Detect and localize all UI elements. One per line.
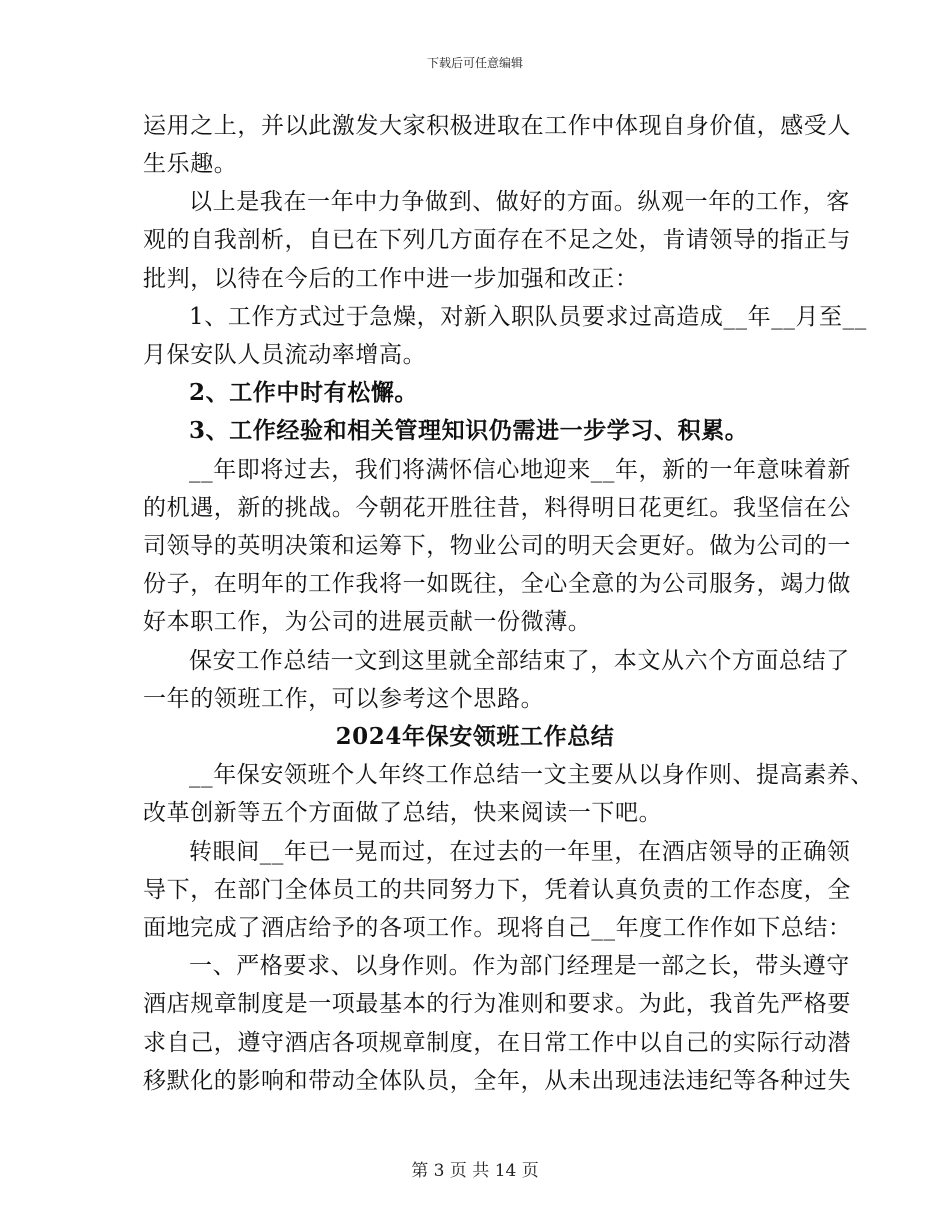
text-line: 移默化的影响和带动全体队员，全年，从未出现违法违纪等各种过失	[143, 1068, 851, 1094]
text-line: 一年的领班工作，可以参考这个思路。	[143, 686, 545, 712]
text-line: 司领导的英明决策和运筹下，物业公司的明天会更好。做为公司的一	[143, 533, 851, 559]
text-line: 生乐趣。	[143, 151, 238, 177]
text-line: 求自己，遵守酒店各项规章制度，在日常工作中以自己的实际行动潜	[143, 1030, 851, 1056]
text-line: 改革创新等五个方面做了总结，快来阅读一下吧。	[143, 800, 663, 826]
page-header-note: 下载后可任意编辑	[426, 56, 523, 70]
text-line: __年即将过去，我们将满怀信心地迎来__年，新的一年意味着新	[189, 457, 851, 483]
text-line: 导下，在部门全体员工的共同努力下，凭着认真负责的工作态度，全	[143, 877, 851, 903]
text-line: 批判，以待在今后的工作中进一步加强和改正：	[143, 266, 639, 292]
text-line: 酒店规章制度是一项最基本的行为准则和要求。为此，我首先严格要	[143, 991, 851, 1017]
text-line: __年保安领班个人年终工作总结一文主要从以身作则、提高素养、	[189, 762, 874, 788]
text-line: 以上是我在一年中力争做到、做好的方面。纵观一年的工作，客	[189, 189, 850, 215]
text-line: 的机遇，新的挑战。今朝花开胜往昔，料得明日花更红。我坚信在公	[143, 495, 851, 521]
list-item: 1、工作方式过于急燥，对新入职队员要求过高造成__年__月至__	[189, 304, 867, 330]
text-line: 转眼间__年已一晃而过，在过去的一年里，在酒店领导的正确领	[189, 839, 851, 865]
text-line: 运用之上，并以此激发大家积极进取在工作中体现自身价值，感受人	[143, 113, 851, 139]
section-title: 2024年保安领班工作总结	[335, 723, 615, 750]
text-line: 份子，在明年的工作我将一如既往，全心全意的为公司服务，竭力做	[143, 571, 851, 597]
text-line: 保安工作总结一文到这里就全部结束了，本文从六个方面总结了	[189, 648, 850, 674]
list-item-bold: 3、工作经验和相关管理知识仍需进一步学习、积累。	[189, 417, 749, 444]
text-line: 月保安队人员流动率增高。	[143, 342, 427, 368]
list-item-bold: 2、工作中时有松懈。	[189, 379, 419, 406]
page-number: 第 3 页 共 14 页	[411, 1161, 539, 1181]
text-line: 一、严格要求、以身作则。作为部门经理是一部之长，带头遵守	[189, 953, 850, 979]
text-line: 观的自我剖析，自已在下列几方面存在不足之处，肯请领导的指正与	[143, 227, 851, 253]
text-line: 好本职工作，为公司的进展贡献一份微薄。	[143, 609, 592, 635]
text-line: 面地完成了酒店给予的各项工作。现将自己__年度工作作如下总结：	[143, 915, 852, 941]
